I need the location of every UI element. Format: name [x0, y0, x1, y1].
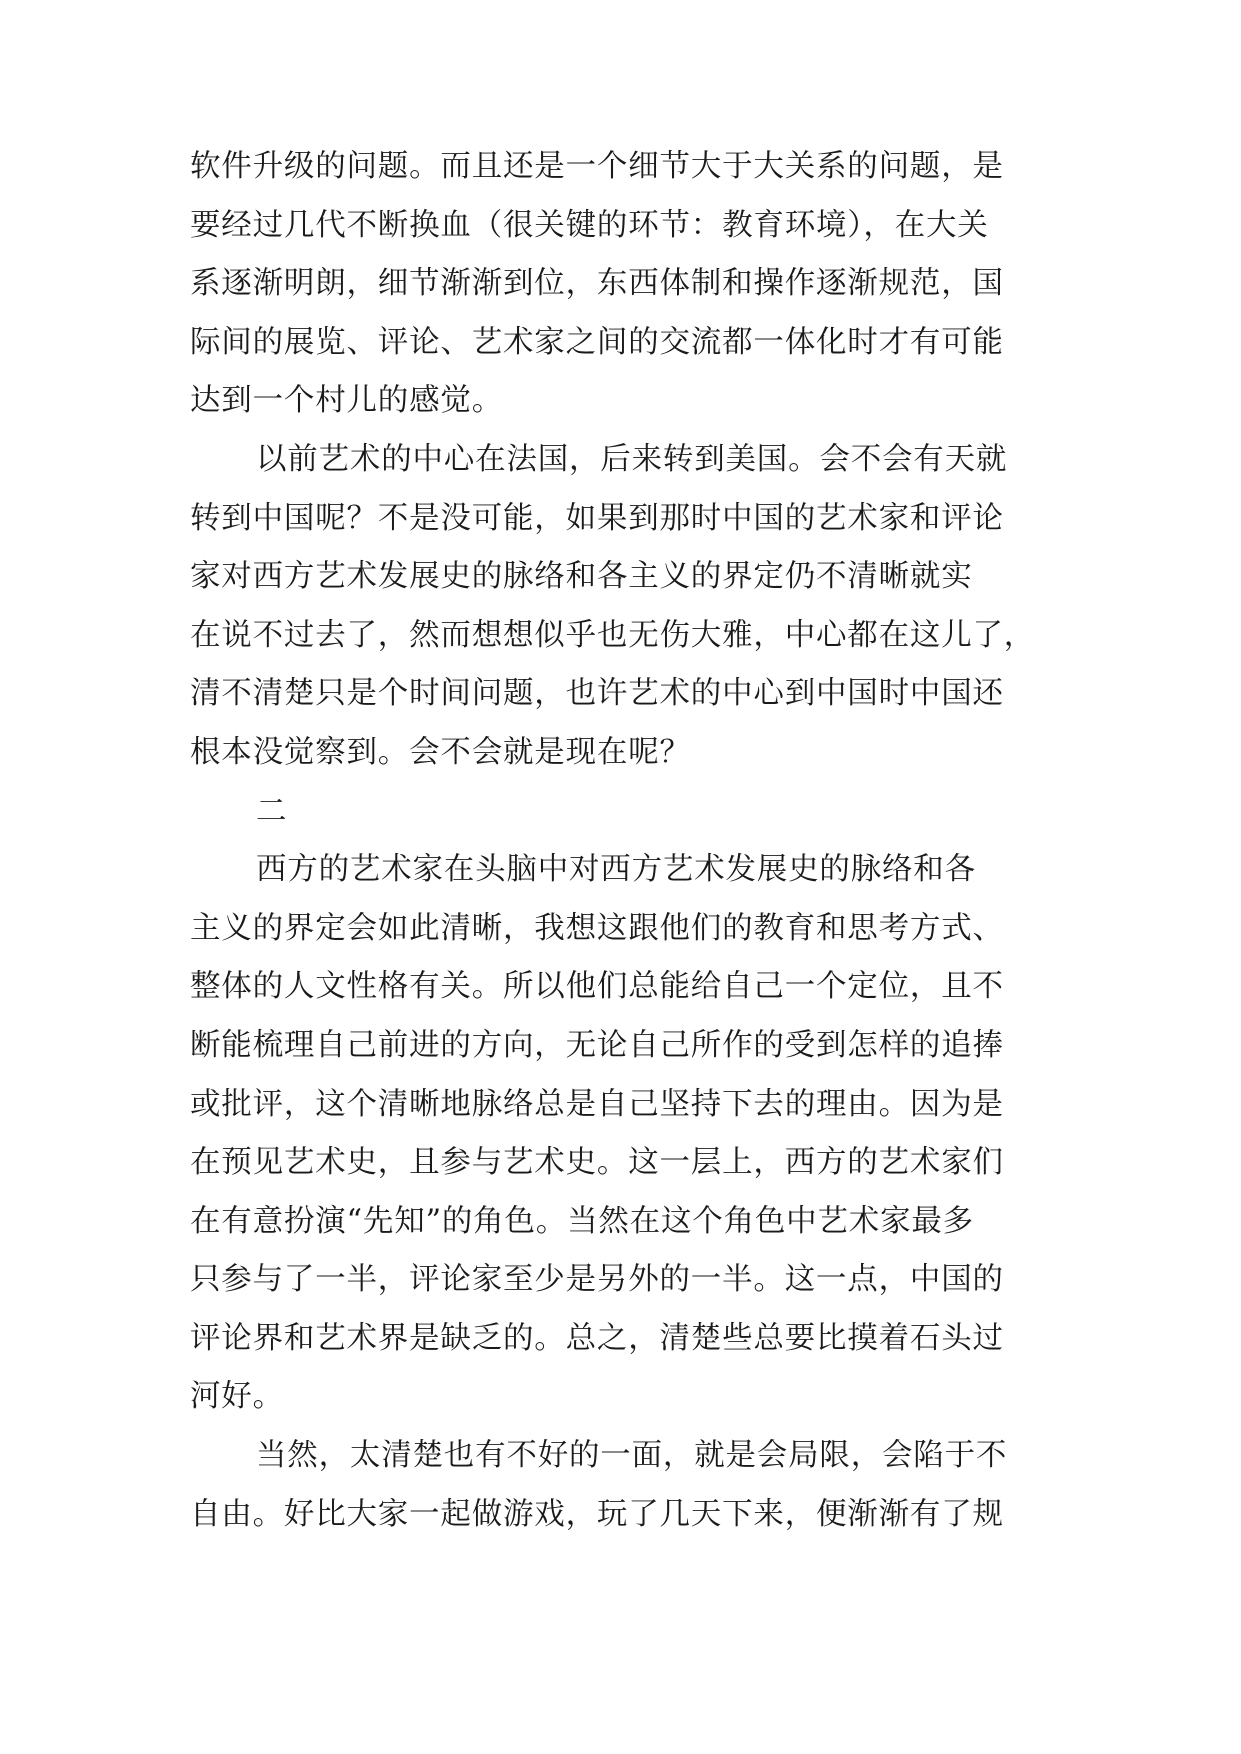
text-line: 主义的界定会如此清晰，我想这跟他们的教育和思考方式、 [190, 910, 1004, 946]
text-line: 清不清楚只是个时间问题，也许艺术的中心到中国时中国还 [190, 676, 1004, 712]
text-line: 家对西方艺术发展史的脉络和各主义的界定仍不清晰就实 [190, 559, 973, 595]
text-line: 根本没觉察到。会不会就是现在呢？ [190, 734, 691, 770]
text-line: 河好。 [190, 1379, 284, 1415]
text-line: 断能梳理自己前进的方向，无论自己所作的受到怎样的追捧 [190, 1027, 1004, 1063]
text-line: 要经过几代不断换血（很关键的环节：教育环境），在大关 [190, 207, 989, 243]
text-line: 整体的人文性格有关。所以他们总能给自己一个定位，且不 [190, 969, 1004, 1005]
text-line: 西方的艺术家在头脑中对西方艺术发展史的脉络和各 [256, 852, 976, 888]
text-line: 在说不过去了，然而想想似乎也无伤大雅，中心都在这儿了， [190, 617, 1036, 653]
document-body [190, 138, 1060, 1544]
text-line: 只参与了一半，评论家至少是另外的一半。这一点，中国的 [190, 1262, 1004, 1298]
text-line: 系逐渐明朗，细节渐渐到位，东西体制和操作逐渐规范，国 [190, 266, 1004, 302]
text-line: 转到中国呢？不是没可能，如果到那时中国的艺术家和评论 [190, 500, 1004, 536]
text-line: 际间的展览、评论、艺术家之间的交流都一体化时才有可能 [190, 324, 1004, 360]
text-line: 在有意扮演“先知”的角色。当然在这个角色中艺术家最多 [190, 1203, 974, 1239]
text-line: 达到一个村儿的感觉。 [190, 383, 503, 419]
text-line: 当然，太清楚也有不好的一面，就是会局限，会陷于不 [256, 1438, 1008, 1474]
text-line: 或批评，这个清晰地脉络总是自己坚持下去的理由。因为是 [190, 1086, 1004, 1122]
text-line: 评论界和艺术界是缺乏的。总之，清楚些总要比摸着石头过 [190, 1320, 1004, 1356]
text-line: 以前艺术的中心在法国，后来转到美国。会不会有天就 [256, 441, 1008, 477]
text-line: 自由。好比大家一起做游戏，玩了几天下来，便渐渐有了规 [190, 1496, 1004, 1532]
text-line: 二 [256, 793, 288, 829]
text-line: 软件升级的问题。而且还是一个细节大于大关系的问题，是 [190, 149, 1004, 184]
text-line: 在预见艺术史，且参与艺术史。这一层上，西方的艺术家们 [190, 1145, 1004, 1181]
